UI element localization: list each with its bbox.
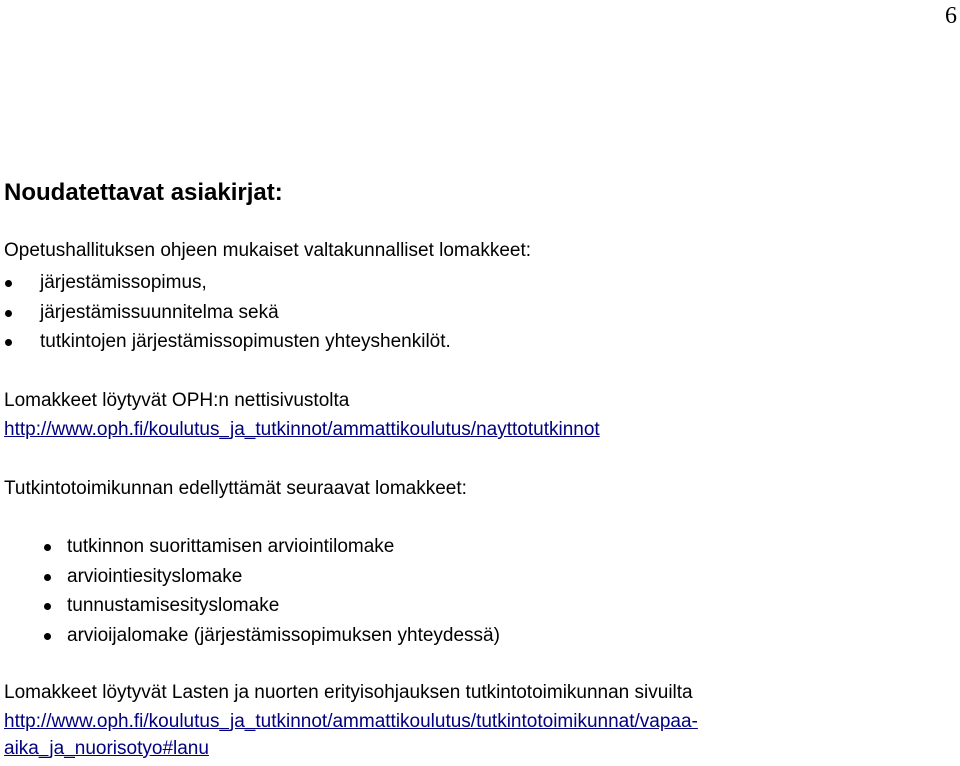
list-item-label: järjestämissuunnitelma sekä [40,301,279,323]
committee-link-continued[interactable]: aika_ja_nuorisotyo#lanu [4,738,209,759]
page-number: 6 [945,3,957,29]
list-item [0,594,500,624]
bullet-icon [5,280,12,287]
national-forms-list [0,271,451,360]
list-item-label: järjestämissopimus, [40,272,207,293]
committee-link-row-2 [4,737,209,761]
oph-link[interactable]: http://www.oph.fi/koulutus_ja_tutkinnot/ammattikoulutus/nayttotutkinnot [4,419,600,440]
national-forms-intro: Opetushallituksen ohjeen mukaiset valtakunnalliset lomakkeet: [4,240,532,261]
committee-forms-intro: Tutkintotoimikunnan edellyttämät seuraavat lomakkeet: [4,478,467,499]
oph-note: Lomakkeet löytyvät OPH:n nettisivustolta [4,390,350,411]
list-item-label: tutkinnon suorittamisen arviointilomake [67,536,395,557]
oph-link-row [4,418,600,442]
list-item [0,301,451,331]
page-title: Noudatettavat asiakirjat: [4,179,283,206]
list-item [0,535,500,565]
list-item [0,565,500,595]
list-item-label: tutkintojen järjestämissopimusten yhteyshenkilöt. [40,331,451,352]
bullet-icon [44,574,51,581]
list-item-label: tunnustamisesityslomake [67,595,280,616]
bullet-icon [44,603,51,610]
bullet-icon [5,310,12,317]
bullet-icon [44,544,51,551]
list-item [0,330,451,360]
committee-forms-list [0,535,500,653]
list-item-label: arvioijalomake (järjestämissopimuksen yhteydessä) [67,624,500,646]
committee-link[interactable]: http://www.oph.fi/koulutus_ja_tutkinnot/ammattikoulutus/tutkintotoimikunnat/vapaa- [4,711,698,732]
bullet-icon [44,633,51,640]
list-item [0,624,500,654]
committee-link-row-1 [4,710,698,734]
committee-note: Lomakkeet löytyvät Lasten ja nuorten erityisohjauksen tutkintotoimikunnan sivuilta [4,682,693,703]
list-item [0,271,451,301]
bullet-icon [5,339,12,346]
list-item-label: arviointiesityslomake [67,565,243,587]
